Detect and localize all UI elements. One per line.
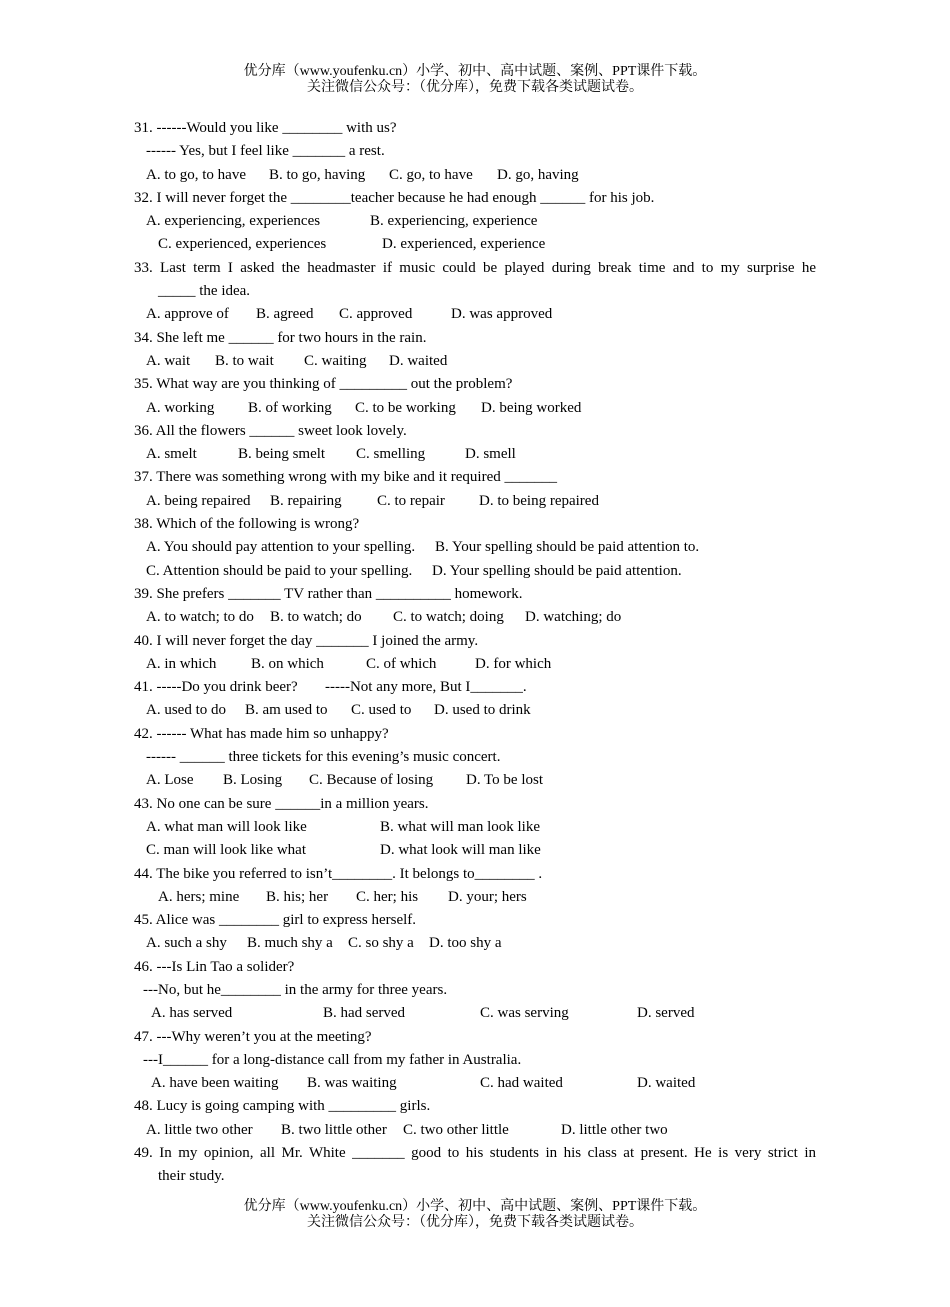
option-c: C. to be working (355, 399, 456, 416)
question-35-options (134, 397, 816, 420)
option-d: D. too shy a (429, 935, 502, 952)
option-d: D. To be lost (466, 772, 544, 789)
question-41-stem-b: -----Not any more, But I_______. (325, 679, 527, 696)
option-c: C. so shy a (348, 935, 414, 952)
question-31-stem: 31. ------Would you like ________ with us? (134, 120, 397, 136)
option-a: A. You should pay attention to your spelling. (146, 539, 416, 556)
option-d: D. what look will man like (380, 842, 541, 859)
question-36-stem: 36. All the flowers ______ sweet look lovely. (134, 422, 407, 439)
header-line-2: 关注微信公众号：（优分库），免费下载各类试题试卷。 (307, 80, 643, 95)
option-b: B. to watch; do (270, 609, 362, 626)
option-d: D. little other two (561, 1121, 668, 1138)
exam-questions (134, 117, 816, 1189)
question-31-stem-reply: ------ Yes, but I feel like _______ a rest. (146, 143, 385, 160)
question-33-stem-cont: _____ the idea. (158, 283, 251, 300)
option-d: D. being worked (481, 399, 582, 416)
header-line-1: 优分库（www.youfenku.cn）小学、初中、高中试题、案例、PPT课件下载。 (243, 64, 707, 79)
question-38-options-row1 (134, 536, 816, 559)
question-48-stem: 48. Lucy is going camping with _________ girls. (134, 1098, 431, 1115)
option-c: C. was serving (480, 1005, 569, 1022)
option-a: A. working (146, 399, 215, 416)
option-d: D. experienced, experience (382, 236, 546, 253)
option-c: C. Because of losing (309, 772, 434, 789)
option-b: B. Your spelling should be paid attention to. (435, 539, 700, 556)
question-44-options (134, 886, 816, 909)
option-b: B. his; her (266, 888, 329, 905)
option-b: B. was waiting (307, 1075, 397, 1092)
option-c: C. waiting (304, 352, 367, 369)
question-42-stem: 42. ------ What has made him so unhappy? (134, 725, 389, 742)
option-b: B. experiencing, experience (370, 213, 538, 230)
option-d: D. was approved (451, 306, 553, 323)
question-35-stem: 35. What way are you thinking of _________ out the problem? (134, 376, 513, 393)
question-32-options-row1 (134, 210, 816, 233)
option-b: B. had served (323, 1005, 406, 1022)
option-c: C. smelling (356, 446, 426, 463)
question-47-stem: 47. ---Why weren’t you at the meeting? (134, 1028, 372, 1045)
question-31-options (134, 164, 816, 187)
option-b: B. Losing (223, 772, 283, 789)
question-41-options (134, 699, 816, 722)
question-42-stem-reply: ------ ______ three tickets for this evening’s music concert. (146, 749, 501, 766)
option-b: B. to go, having (269, 166, 366, 183)
option-d: D. served (637, 1005, 695, 1022)
option-a: A. to watch; to do (146, 609, 254, 626)
option-a: A. experiencing, experiences (146, 213, 321, 230)
option-a: A. such a shy (146, 935, 227, 952)
option-b: B. repairing (270, 492, 342, 509)
question-47-stem-reply: ---I______ for a long-distance call from my father in Australia. (143, 1051, 522, 1068)
question-49-stem-cont: their study. (158, 1168, 225, 1185)
option-c: C. two other little (403, 1121, 509, 1138)
question-38-stem: 38. Which of the following is wrong? (134, 516, 360, 533)
question-41-stem (134, 676, 816, 699)
question-37-stem: 37. There was something wrong with my bike and it required _______ (134, 469, 557, 486)
option-d: D. go, having (497, 166, 579, 183)
option-b: B. being smelt (238, 446, 326, 463)
option-b: B. what will man look like (380, 818, 540, 835)
question-39-stem: 39. She prefers _______ TV rather than __________ homework. (134, 585, 523, 602)
option-d: D. your; hers (448, 888, 527, 905)
question-47-options (134, 1072, 816, 1095)
option-a: A. to go, to have (146, 166, 246, 183)
option-a: A. have been waiting (151, 1075, 279, 1092)
option-c: C. had waited (480, 1075, 563, 1092)
option-d: D. used to drink (434, 702, 531, 719)
option-a: A. has served (151, 1005, 233, 1022)
question-41-stem-a: 41. -----Do you drink beer? (134, 679, 298, 696)
question-44-stem: 44. The bike you referred to isn’t________. It belongs to________ . (134, 865, 543, 882)
option-a: A. in which (146, 655, 217, 672)
page-header (0, 64, 950, 96)
option-b: B. am used to (245, 702, 328, 719)
option-c: C. go, to have (389, 166, 473, 183)
option-b: B. two little other (281, 1121, 387, 1138)
option-d: D. watching; do (525, 609, 622, 626)
question-40-stem: 40. I will never forget the day _______ I joined the army. (134, 632, 479, 649)
option-c: C. experienced, experiences (158, 236, 327, 253)
question-46-stem: 46. ---Is Lin Tao a solider? (134, 958, 295, 975)
question-39-options (134, 606, 816, 629)
question-48-options (134, 1119, 816, 1142)
question-32-stem: 32. I will never forget the ________teacher because he had enough ______ for his job. (134, 189, 655, 206)
question-43-options-row1 (134, 816, 816, 839)
option-d: D. to being repaired (479, 492, 599, 509)
option-a: A. smelt (146, 446, 197, 463)
question-49-stem: 49. In my opinion, all Mr. White _______ good to his students in his class at present. He is very strict in (134, 1145, 816, 1162)
question-40-options (134, 653, 816, 676)
option-c: C. to watch; doing (393, 609, 504, 626)
option-c: C. of which (366, 655, 437, 672)
question-43-stem: 43. No one can be sure ______in a million years. (134, 795, 429, 812)
footer-line-2: 关注微信公众号：（优分库），免费下载各类试题试卷。 (307, 1215, 643, 1230)
option-c: C. used to (351, 702, 412, 719)
question-36-options (134, 443, 816, 466)
option-c: C. to repair (377, 492, 445, 509)
option-a: A. used to do (146, 702, 226, 719)
question-43-options-row2 (134, 839, 816, 862)
option-a: A. hers; mine (158, 888, 240, 905)
option-d: D. waited (389, 352, 448, 369)
option-a: A. approve of (146, 306, 229, 323)
question-37-options (134, 490, 816, 513)
question-33-options (134, 303, 816, 326)
option-b: B. much shy a (247, 935, 333, 952)
question-34-options (134, 350, 816, 373)
option-c: C. approved (339, 306, 413, 323)
option-a: A. little two other (146, 1121, 253, 1138)
footer-line-1: 优分库（www.youfenku.cn）小学、初中、高中试题、案例、PPT课件下载。 (243, 1199, 707, 1214)
question-45-options (134, 932, 816, 955)
option-c: C. her; his (356, 888, 419, 905)
option-c: C. man will look like what (146, 842, 306, 859)
option-d: D. Your spelling should be paid attention. (432, 562, 682, 579)
question-33-stem: 33. Last term I asked the headmaster if music could be played during break time and to my surprise he (134, 259, 816, 276)
option-b: B. on which (251, 655, 324, 672)
question-45-stem: 45. Alice was ________ girl to express herself. (134, 912, 417, 929)
question-38-options-row2 (134, 560, 816, 583)
question-34-stem: 34. She left me ______ for two hours in the rain. (134, 329, 427, 346)
option-b: B. agreed (256, 306, 314, 323)
option-c: C. Attention should be paid to your spelling. (146, 562, 413, 579)
option-a: A. wait (146, 352, 191, 369)
question-42-options (134, 769, 816, 792)
option-a: A. what man will look like (146, 818, 307, 835)
question-46-options (134, 1002, 816, 1025)
option-a: A. being repaired (146, 492, 251, 509)
page-footer (0, 1199, 950, 1231)
option-d: D. for which (475, 655, 552, 672)
question-32-options-row2 (134, 233, 816, 256)
option-d: D. waited (637, 1075, 696, 1092)
option-b: B. to wait (215, 352, 274, 369)
option-d: D. smell (465, 446, 516, 463)
option-a: A. Lose (146, 772, 194, 789)
question-46-stem-reply: ---No, but he________ in the army for three years. (143, 981, 448, 998)
option-b: B. of working (248, 399, 332, 416)
